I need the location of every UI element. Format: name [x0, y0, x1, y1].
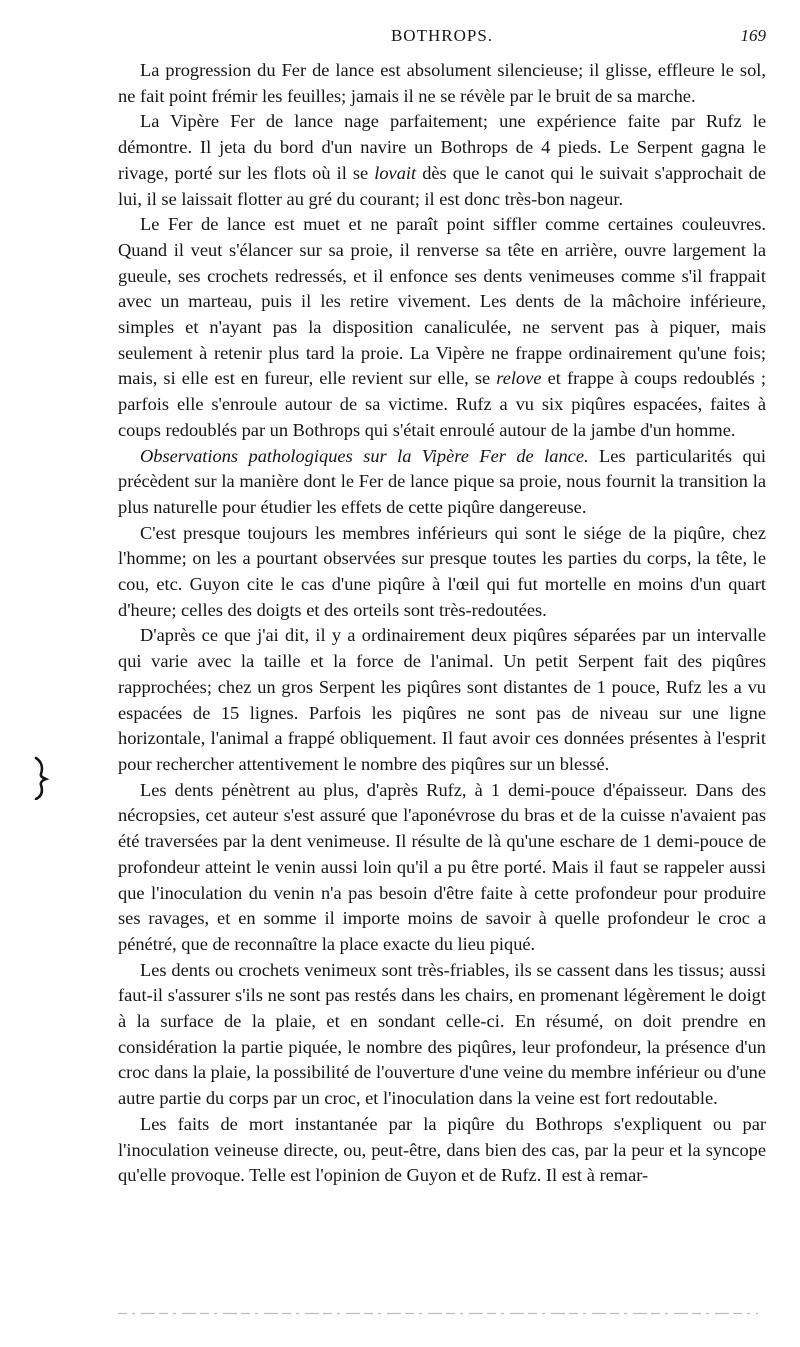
running-title: BOTHROPS. — [390, 26, 494, 45]
paragraph-4: Observations pathologiques sur la Vipère Fer de lance. Les particularités qui précèdent sur la manière dont le Fer de lance pique sa proie, nous fournit la transition la plus naturelle pour étudier les effets de cette piqûre dangereuse. — [118, 445, 767, 517]
bleed-through-line — [118, 1312, 758, 1315]
paragraph-8: Les dents ou crochets venimeux sont très-friables, ils se cassent dans les tissus; aussi faut-il s'assurer s'ils ne sont pas restés dans les chairs, en promenant légèrement le doigt à la surface de la plaie, et en sondant celle-ci. En résumé, on doit prendre en considération la partie piquée, le nombre des piqûres, leur profondeur, la présence d'un croc dans la plaie, la possibilité de l'ouverture d'une veine du membre inférieur ou d'une autre partie du corps par un croc, et l'inoculation dans la veine est fort redoutable. — [118, 959, 766, 1109]
paragraph-3: Le Fer de lance est muet et ne paraît point siffler comme certaines couleuvres. Quand il veut s'élancer sur sa proie, il renverse sa tête en arrière, ouvre largement la gueule, ses crochets redressés, et il enfonce ses dents venimeuses comme s'il frappait avec un marteau, puis il les retire vivement. Les dents de la mâchoire inférieure, simples et n'ayant pas la disposition canaliculée, ne servent pas à piquer, mais seulement à retenir plus tard la proie. La Vipère ne frappe ordinairement qu'une fois; mais, si elle est en fureur, elle revient sur elle, se relove et frappe à coups redoublés ; parfois elle s'enroule autour de sa victime. Rufz a vu six piqûres espacées, faites à coups redoublés par un Bothrops qui s'était enroulé autour de la jambe d'un homme. — [118, 214, 767, 440]
paragraph-6: D'après ce que j'ai dit, il y a ordinairement deux piqûres séparées par un intervalle qui varie avec la taille et la force de l'animal. Un petit Serpent fait des piqûres rapprochées; chez un gros Serpent les piqûres sont distantes de 1 pouce, Rufz les a vu espacées de 15 lignes. Parfois les piqûres ne sont pas de niveau sur une ligne horizontale, l'animal a frappé obliquement. Il faut avoir ces données présentes à l'esprit pour rechercher attentivement le nombre des piqûres sur un blessé. — [118, 625, 766, 774]
paragraph-9: Les faits de mort instantanée par la piqûre du Bothrops s'expliquent ou par l'inoculation veineuse directe, ou, peut-être, dans bien des cas, par la peur et la syncope qu'elle provoque. Telle est l'opinion de Guyon et de Rufz. Il est à remar- — [118, 1113, 766, 1186]
paragraph-7: Les dents pénètrent au plus, d'après Rufz, à 1 demi-pouce d'épaisseur. Dans des nécropsies, cet auteur s'est assuré que l'aponévrose du bras et de la cuisse n'avaient pas été traversées par la dent venimeuse. Il résulte de là qu'une eschare de 1 demi-pouce de profondeur atteint le venin aussi loin qu'il a pu être porté. Mais il faut se rappeler aussi que l'inoculation du venin n'a pas besoin d'être faite à cette profondeur pour produire ses ravages, et en somme il importe moins de savoir à quelle profondeur le croc a pénétré, que de reconnaître la place exacte du lieu piqué. — [118, 779, 766, 954]
italic-term: lovait — [374, 162, 417, 183]
paragraph-5: C'est presque toujours les membres inférieurs qui sont le siége de la piqûre, chez l'homme; on les a pourtant observées sur presque toutes les parties du corps, la tête, le cou, etc. Guyon cite le cas d'une piqûre à l'œil qui fut mortelle en moins d'un quart d'heure; celles des doigts et des orteils sont très-redoutées. — [118, 522, 766, 620]
body-text — [118, 58, 766, 1189]
margin-bracket-mark — [32, 756, 50, 800]
page-header — [118, 26, 766, 52]
paragraph-1: La progression du Fer de lance est absolument silencieuse; il glisse, effleure le sol, ne fait point frémir les feuilles; jamais il ne se révèle par le bruit de sa marche. — [118, 60, 766, 106]
italic-term: relove — [496, 368, 542, 389]
paragraph-2: La Vipère Fer de lance nage parfaitement; une expérience faite par Rufz le démontre. Il jeta du bord d'un navire un Bothrops de 4 pieds. Le Serpent gagna le rivage, porté sur les flots où il se lovait dès que le canot qui le suivait s'approchait de lui, il se laissait flotter au gré du courant; il est donc très-bon nageur. — [118, 111, 766, 209]
section-heading-italic: Observations pathologiques sur la Vipère Fer de lance. — [140, 445, 589, 466]
page-number: 169 — [740, 26, 766, 45]
